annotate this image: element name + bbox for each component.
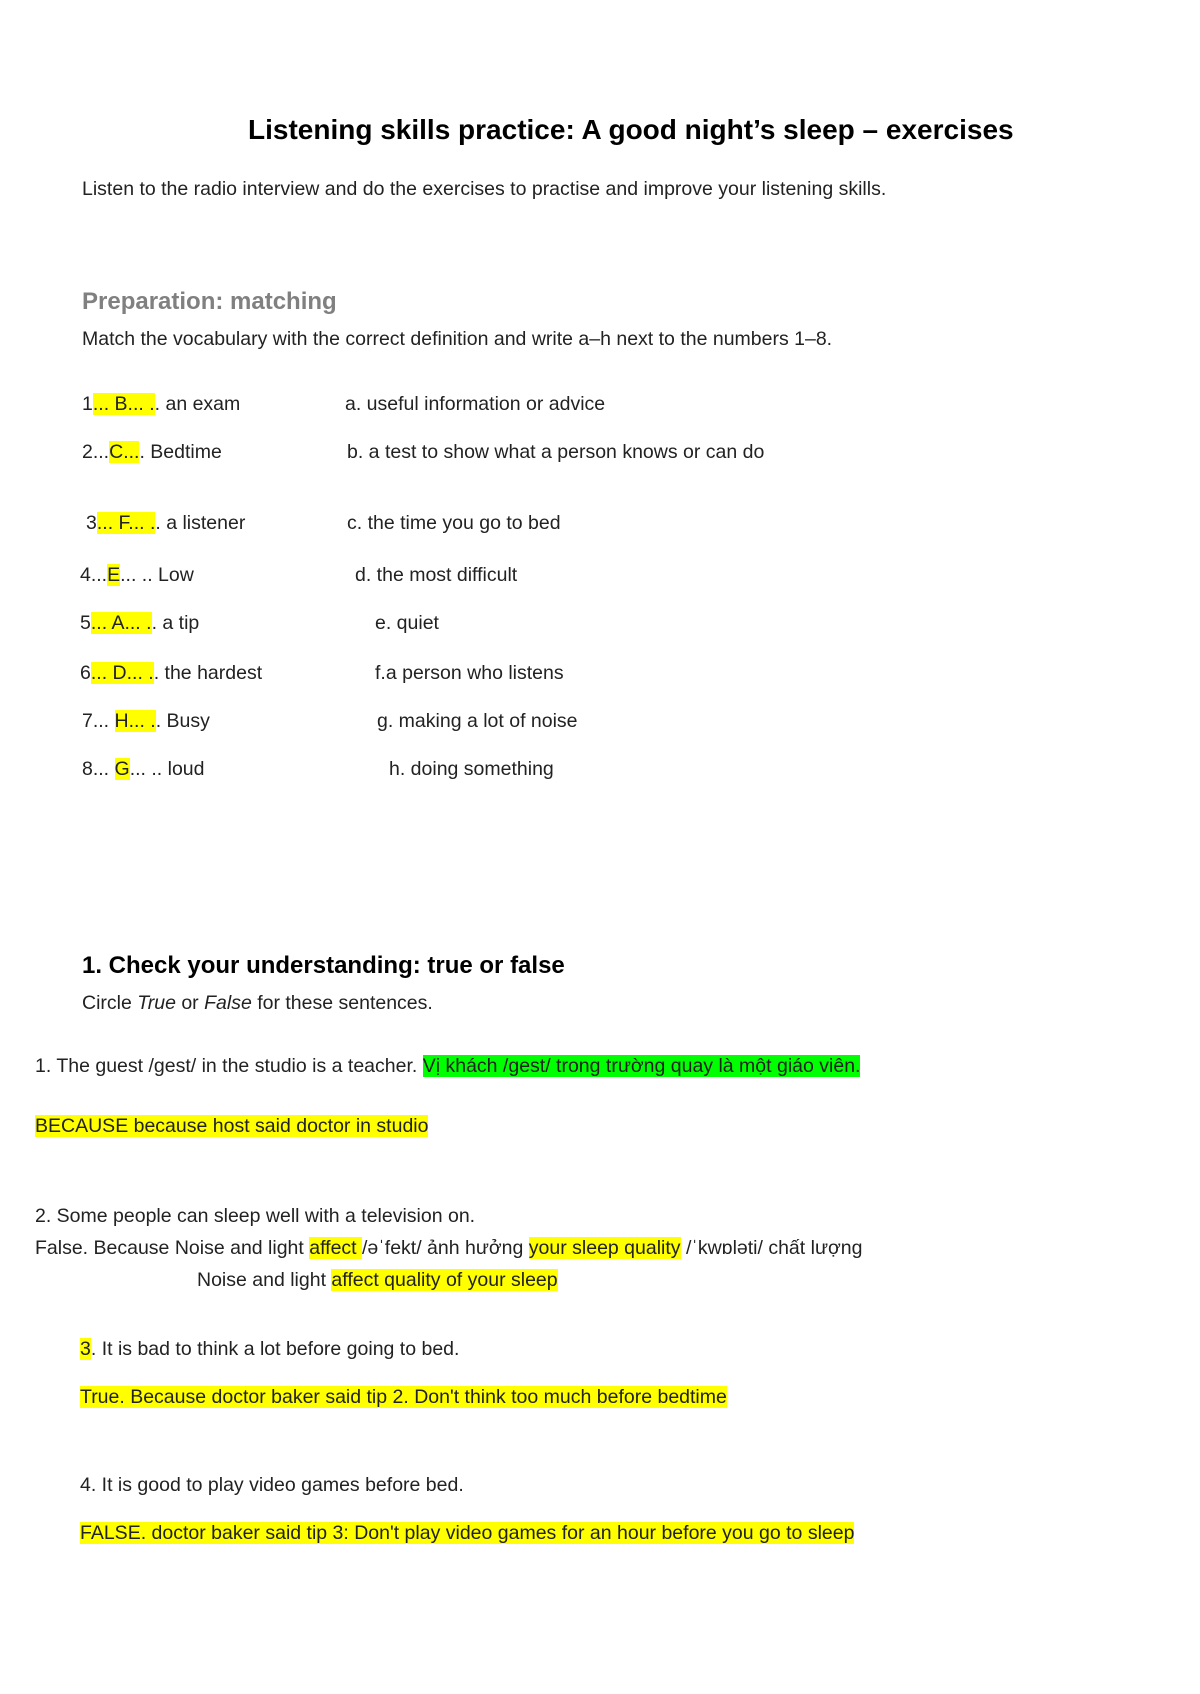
question-text: . It is bad to think a lot before going to bed. xyxy=(90,1338,460,1360)
item-number: 2... xyxy=(82,441,110,463)
question-number: 3 xyxy=(80,1338,91,1360)
question-text: 1. The guest /gest/ in the studio is a teacher. xyxy=(35,1055,423,1077)
question-2-note xyxy=(197,1269,558,1292)
answer-highlight: affect quality of your sleep xyxy=(331,1269,558,1291)
item-number: 8... xyxy=(82,758,115,780)
item-answer: C... xyxy=(109,441,140,463)
answer-text: True. Because doctor baker said tip 2. Don't think too much before bedtime xyxy=(80,1386,727,1408)
item-answer: ... F... . xyxy=(96,512,156,534)
item-answer: ... D... . xyxy=(90,662,154,684)
item-answer: ... A... . xyxy=(90,612,152,634)
instruction-text: or xyxy=(175,992,205,1014)
instruction-text: Circle xyxy=(82,992,138,1014)
match-definition: f.a person who listens xyxy=(375,662,564,684)
section1-heading: 1. Check your understanding: true or false xyxy=(82,952,565,979)
intro-text: Listen to the radio interview and do the exercises to practise and improve your listening skills. xyxy=(82,178,887,200)
instruction-true: True xyxy=(137,992,176,1014)
item-answer: G xyxy=(114,758,130,780)
answer-highlight: your sleep quality xyxy=(528,1237,681,1259)
answer-text: Noise and light xyxy=(197,1269,332,1291)
item-term: . an exam xyxy=(154,393,241,415)
question-1-answer xyxy=(35,1115,428,1138)
question-1 xyxy=(35,1055,860,1078)
match-item xyxy=(82,441,222,464)
question-4: 4. It is good to play video games before bed. xyxy=(80,1474,464,1496)
item-number: 6 xyxy=(80,662,91,684)
answer-text: FALSE. doctor baker said tip 3: Don't play video games for an hour before you go to sleep xyxy=(80,1522,855,1544)
answer-text: False. Because Noise and light xyxy=(35,1237,310,1259)
question-2-answer xyxy=(35,1237,862,1260)
match-item xyxy=(80,612,199,635)
question-4-answer xyxy=(80,1522,854,1545)
item-number: 7... xyxy=(82,710,115,732)
item-term: . a listener xyxy=(155,512,246,534)
match-definition: g. making a lot of noise xyxy=(377,710,578,732)
item-number: 5 xyxy=(80,612,91,634)
match-definition: h. doing something xyxy=(389,758,554,780)
answer-highlight: affect xyxy=(309,1237,363,1259)
match-definition: b. a test to show what a person knows or can do xyxy=(347,441,765,463)
item-answer: H... . xyxy=(114,710,156,732)
preparation-instruction: Match the vocabulary with the correct definition and write a–h next to the numbers 1–8. xyxy=(82,328,833,350)
match-definition: e. quiet xyxy=(375,612,439,634)
item-term: . Busy xyxy=(155,710,210,732)
question-translation: Vị khách /gest/ trong trường quay là một giáo viên. xyxy=(422,1055,861,1077)
instruction-text: for these sentences. xyxy=(251,992,433,1014)
item-number: 3 xyxy=(86,512,97,534)
item-term: . a tip xyxy=(151,612,200,634)
match-item xyxy=(82,710,210,733)
answer-text: /əˈfekt/ ảnh hưởng xyxy=(362,1237,529,1259)
match-item xyxy=(86,512,245,535)
answer-text: /ˈkwɒləti/ chất lượng xyxy=(680,1237,863,1259)
match-definition: c. the time you go to bed xyxy=(347,512,561,534)
match-definition: a. useful information or advice xyxy=(345,393,606,415)
match-item xyxy=(80,564,194,587)
page-title: Listening skills practice: A good night’s sleep – exercises xyxy=(248,114,1014,145)
question-2: 2. Some people can sleep well with a television on. xyxy=(35,1205,476,1227)
match-item xyxy=(82,393,240,416)
item-answer: ... B... . xyxy=(92,393,155,415)
question-3-answer xyxy=(80,1386,727,1409)
item-term: . Bedtime xyxy=(139,441,222,463)
item-number: 4... xyxy=(80,564,108,586)
match-definition: d. the most difficult xyxy=(355,564,518,586)
instruction-false: False xyxy=(204,992,252,1014)
match-item xyxy=(80,662,262,685)
item-answer: E xyxy=(107,564,121,586)
item-number: 1 xyxy=(82,393,93,415)
item-term: ... .. Low xyxy=(120,564,194,586)
question-3 xyxy=(80,1338,459,1361)
section1-instruction xyxy=(82,992,433,1015)
item-term: ... .. loud xyxy=(129,758,205,780)
item-term: . the hardest xyxy=(153,662,263,684)
answer-text: BECAUSE because host said doctor in studio xyxy=(35,1115,429,1137)
match-item xyxy=(82,758,205,781)
preparation-heading: Preparation: matching xyxy=(82,288,337,315)
